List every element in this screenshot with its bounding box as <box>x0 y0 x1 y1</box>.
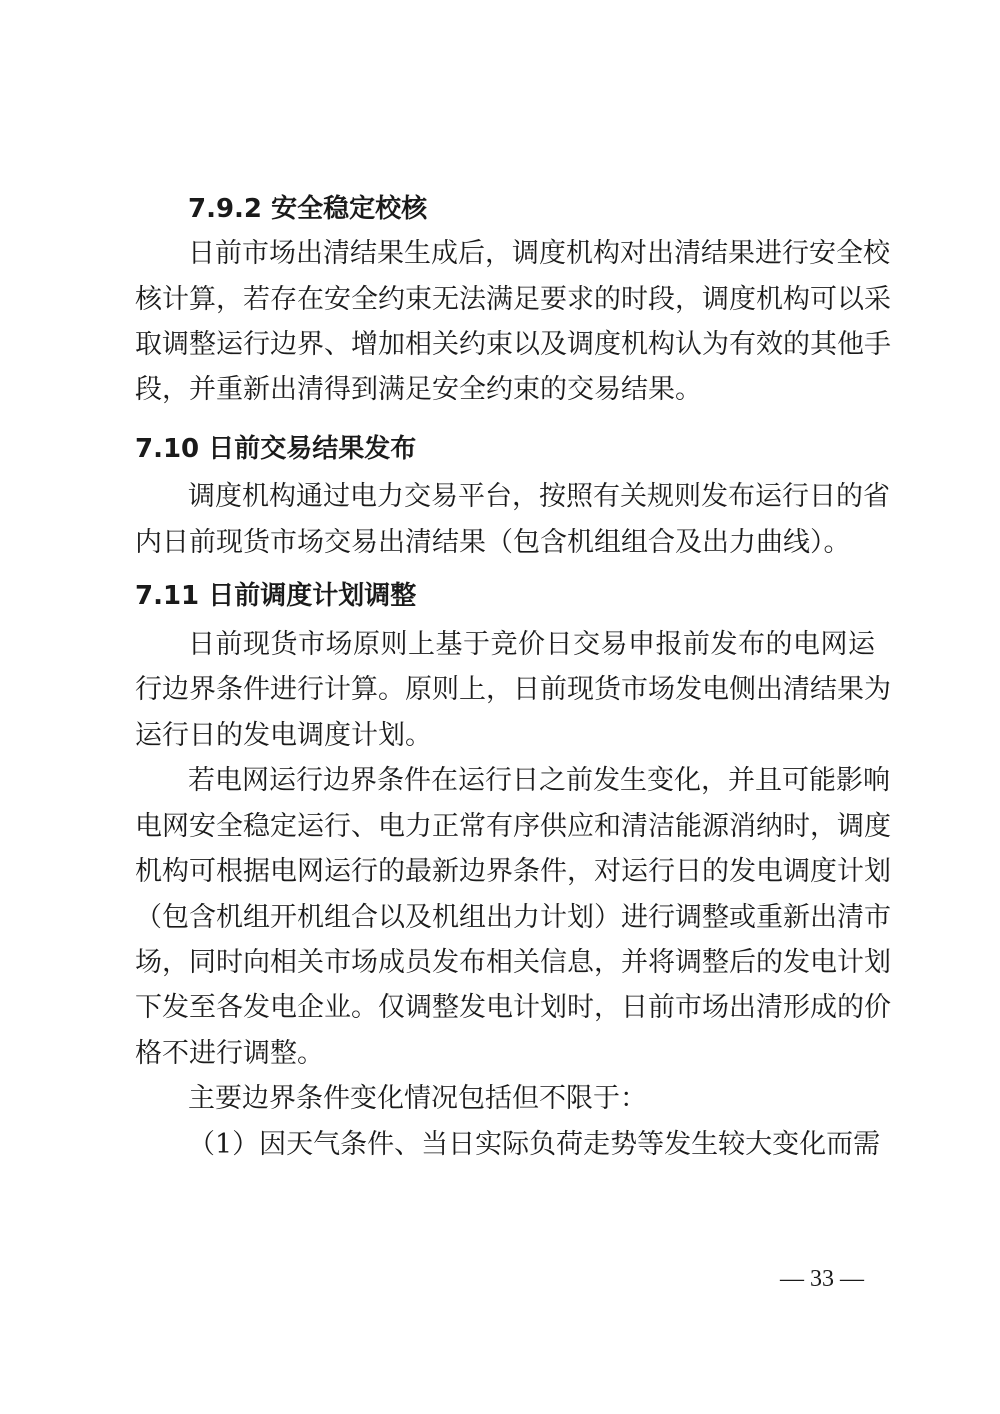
paragraph-line: 核计算，若存在安全约束无法满足要求的时段，调度机构可以采 <box>135 284 891 315</box>
paragraph-line: 内日前现货市场交易出清结果（包含机组组合及出力曲线）。 <box>135 527 851 558</box>
paragraph-line: （1）因天气条件、当日实际负荷走势等发生较大变化而需 <box>188 1129 881 1160</box>
section-heading-7-10: 7.10 日前交易结果发布 <box>135 434 417 464</box>
paragraph-line: 取调整运行边界、增加相关约束以及调度机构认为有效的其他手 <box>135 329 891 360</box>
paragraph-line: 主要边界条件变化情况包括但不限于： <box>188 1083 647 1114</box>
section-heading-7-9-2: 7.9.2 安全稳定校核 <box>188 194 428 224</box>
paragraph-line: 格不进行调整。 <box>135 1038 324 1069</box>
paragraph-line: （包含机组开机组合以及机组出力计划）进行调整或重新出清市 <box>135 902 891 933</box>
page-number: — 33 — <box>780 1266 864 1292</box>
paragraph-line: 日前现货市场原则上基于竞价日交易申报前发布的电网运 <box>188 629 875 660</box>
paragraph-line: 日前市场出清结果生成后，调度机构对出清结果进行安全校 <box>188 238 890 269</box>
paragraph-line: 下发至各发电企业。仅调整发电计划时，日前市场出清形成的价 <box>135 992 891 1023</box>
paragraph-line: 电网安全稳定运行、电力正常有序供应和清洁能源消纳时，调度 <box>135 811 891 842</box>
section-heading-7-11: 7.11 日前调度计划调整 <box>135 581 417 611</box>
paragraph-line: 若电网运行边界条件在运行日之前发生变化，并且可能影响 <box>188 765 890 796</box>
paragraph-line: 运行日的发电调度计划。 <box>135 720 432 751</box>
paragraph-line: 行边界条件进行计算。原则上，日前现货市场发电侧出清结果为 <box>135 674 891 705</box>
paragraph-line: 场，同时向相关市场成员发布相关信息，并将调整后的发电计划 <box>135 947 891 978</box>
paragraph-line: 机构可根据电网运行的最新边界条件，对运行日的发电调度计划 <box>135 856 891 887</box>
paragraph-line: 段，并重新出清得到满足安全约束的交易结果。 <box>135 374 702 405</box>
paragraph-line: 调度机构通过电力交易平台，按照有关规则发布运行日的省 <box>188 481 890 512</box>
